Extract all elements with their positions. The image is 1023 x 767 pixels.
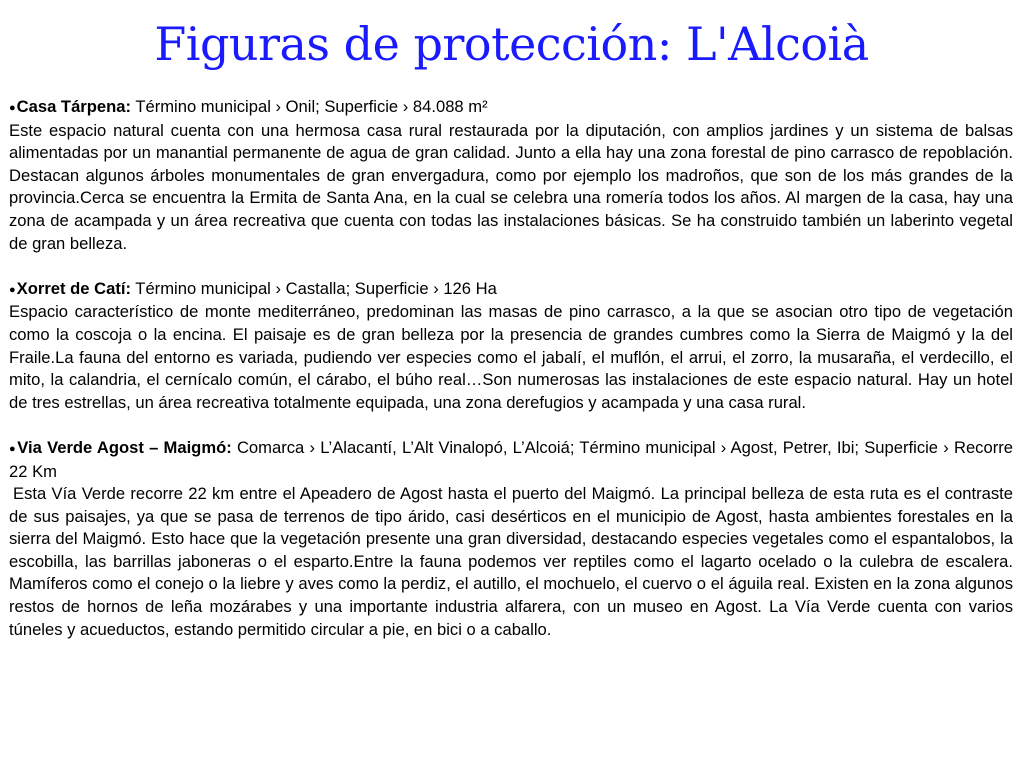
entry-description: Espacio característico de monte mediterráneo, predominan las masas de pino carrasco, a la que se asocian otro tipo de vegetación como la coscoja o la encina. El paisaje es de gran belleza por la presencia de grandes cumbres como la Sierra de Maigmó y la del Fraile.La fauna del entorno es variada, pudiendo ver especies como el jabalí, el muflón, el arrui, el zorro, la musaraña, el verdecillo, el mito, la calandria, el cernícalo común, el cárabo, el búho real…Son numerosas las instalaciones de este espacio natural. Hay un hotel de tres estrellas, un área recreativa totalmente equipada, una zona derefugios y acampada y una casa rural.	[9, 302, 1013, 412]
entry-casa-tarpena	[9, 96, 1013, 255]
entry-xorret-de-cati	[9, 278, 1013, 415]
slide-title: Figuras de protección: L'Alcoià	[154, 17, 869, 71]
entry-heading	[9, 278, 1013, 302]
entry-meta: Comarca › L’Alacantí, L’Alt Vinalopó, L’Alcoiá; Término municipal › Agost, Petrer, Ibi; Superficie › Recorre 22 Km	[9, 437, 1013, 481]
entry-heading	[9, 437, 1013, 483]
entry-heading	[9, 96, 1013, 120]
entry-description: Este espacio natural cuenta con una hermosa casa rural restaurada por la diputación, con amplios jardines y un sistema de balsas alimentadas por un manantial permanente de agua de gran calidad. Junto a ella hay una zona forestal de pino carrasco de repoblación. Destacan algunos árboles monumentales de gran envergadura, como por ejemplo los madroños, que son de los más grandes de la provincia.Cerca se encuentra la Ermita de Santa Ana, en la cual se celebra una romería todos los años. Al margen de la casa, hay una zona de acampada y un área recreativa que cuenta con todas las instalaciones básicas. Se ha construido también un laberinto vegetal de gran belleza.	[9, 120, 1013, 253]
bullet-icon: ●	[9, 102, 16, 114]
slide-body	[9, 96, 1013, 641]
bullet-icon: ●	[9, 442, 17, 455]
entry-meta: Término municipal › Onil; Superficie › 84.088 m²	[131, 97, 488, 116]
entry-name: Xorret de Catí:	[16, 278, 131, 298]
bullet-icon: ●	[9, 283, 16, 296]
entry-description: Esta Vía Verde recorre 22 km entre el Apeadero de Agost hasta el puerto del Maigmó. La principal belleza de esta ruta es el contraste de sus paisajes, ya que se pasa de terrenos de tipo árido, casi desérticos en el municipio de Agost, hasta ambientes forestales en la sierra del Maigmó. Esto hace que la vegetación presente una gran diversidad, destacando especies vegetales como el espantalobos, la escobilla, las barrillas jaboneras o el esparto.Entre la fauna podemos ver reptiles como el lagarto ocelado o la culebra de escalera. Mamíferos como el conejo o la liebre y aves como la perdiz, el autillo, el mochuelo, el cuervo o el águila real. Existen en la zona algunos restos de hornos de leña mozárabes y una importante industria alfarera, con un museo en Agost. La Vía Verde cuenta con varios túneles y acueductos, estando permitido circular a pie, en bici o a caballo.	[9, 484, 1013, 639]
entry-name: Casa Tárpena:	[16, 97, 132, 116]
entry-via-verde-agost-maigmo	[9, 437, 1013, 641]
entry-meta: Término municipal › Castalla; Superficie › 126 Ha	[131, 278, 497, 298]
entry-name: Via Verde Agost – Maigmó:	[17, 437, 232, 457]
